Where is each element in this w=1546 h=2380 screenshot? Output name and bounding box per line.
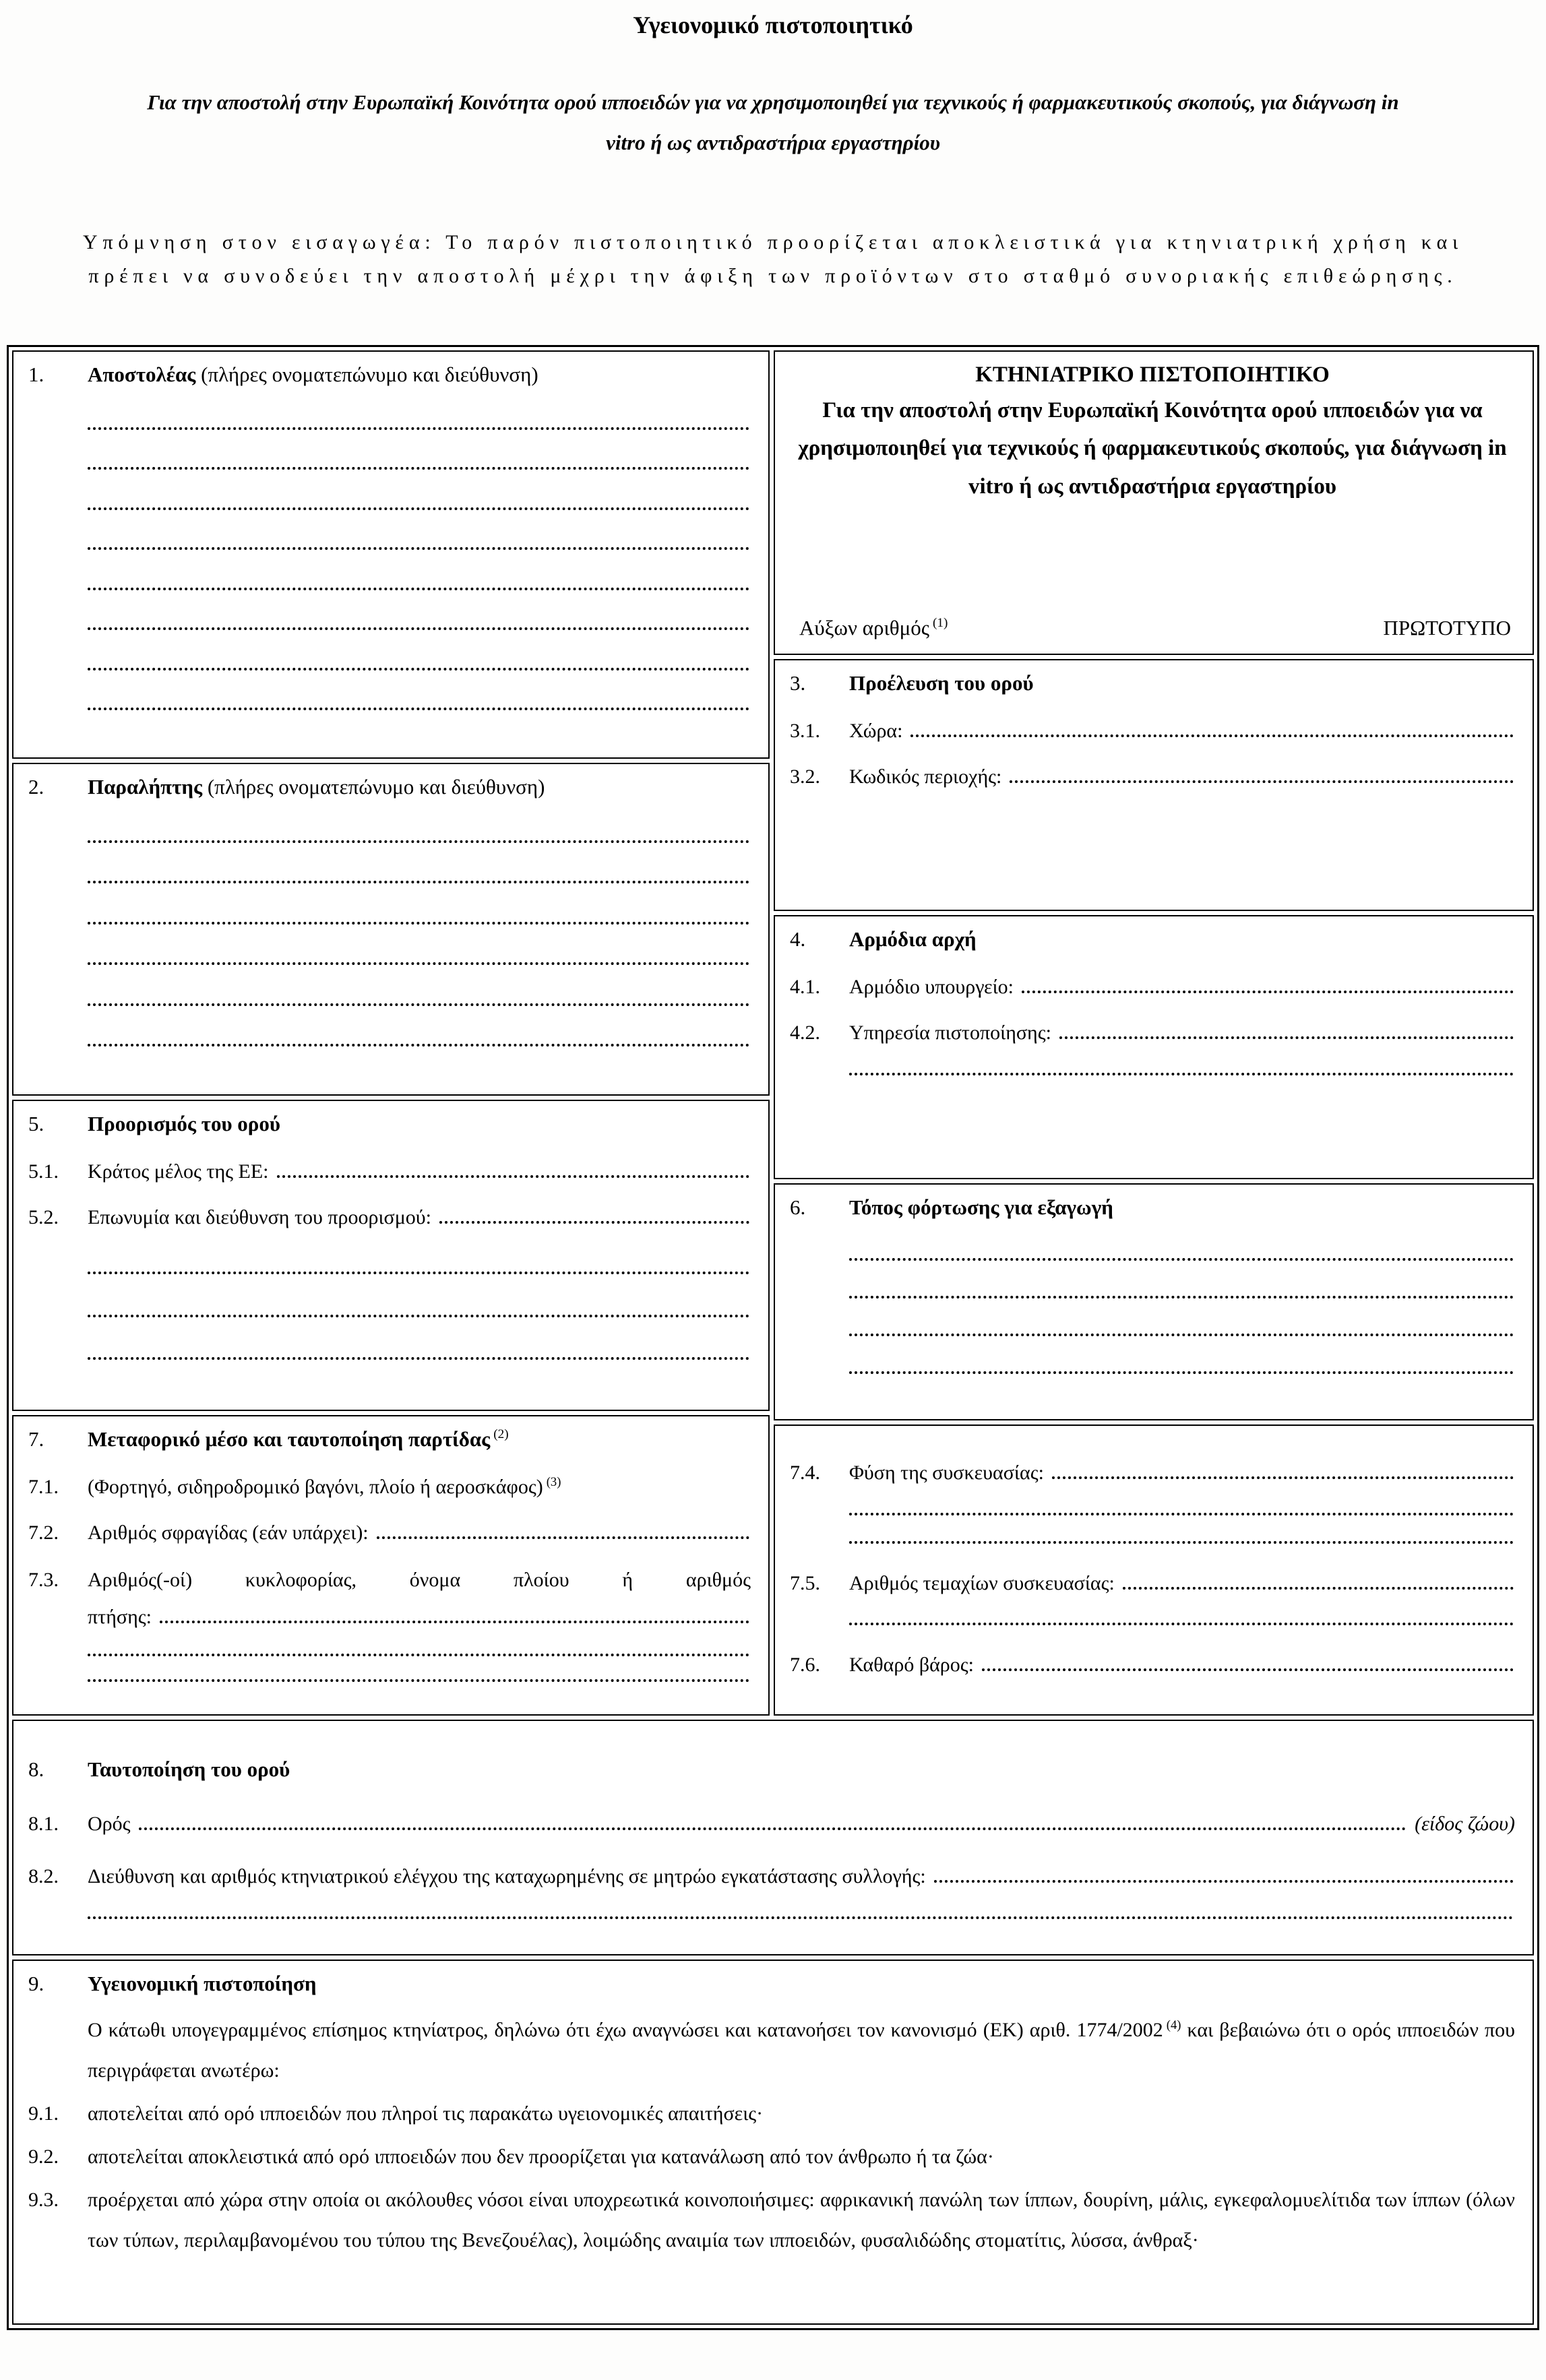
field-7-2-seal-number [28,1520,751,1547]
dotted-fill-line [849,1258,1514,1261]
item-number: 9.3. [28,2188,59,2211]
field-7-1-transport-type [28,1474,751,1501]
document-title: Υγειονομικό πιστοποιητικό [633,11,913,38]
dotted-fill-line [88,1357,749,1360]
attestation-item-9-3 [28,2180,1515,2261]
authority-write-in-line [790,1070,1515,1075]
footnote-ref: (3) [546,1474,561,1489]
section-number: 1. [28,362,44,386]
dotted-leader [439,1218,749,1224]
item-number: 7.1. [28,1475,59,1498]
section-6-loading-place-cell [774,1183,1534,1420]
loading-place-write-in-area [790,1223,1515,1410]
section-number: 4. [790,927,806,951]
dotted-fill-line [88,1315,749,1317]
dotted-fill-line [88,427,749,430]
footnote-ref: (1) [933,616,948,631]
dotted-leader [849,1070,1514,1075]
dotted-fill-line [849,1513,1514,1515]
field-label: Ορός [88,1812,131,1835]
table-left-column [12,350,770,1716]
dotted-fill-line [88,1916,1514,1919]
field-label: Κράτος μέλος της ΕΕ: [88,1160,269,1183]
table-right-column [774,350,1534,1716]
field-label: Φύση της συσκευασίας: [849,1462,1044,1484]
field-label: (Φορτηγό, σιδηροδρομικό βαγόνι, πλοίο ή αεροσκάφος) $^{(3)}$ [88,1474,561,1498]
section-7-heading [28,1424,751,1455]
attestation-text: αποτελείται από ορό ιπποειδών που πληροί τις παρακάτω υγειονομικές απαιτήσεις· [88,2102,764,2125]
section-title-text: Προορισμός του ορού [88,1111,280,1135]
dotted-fill-line [849,1623,1514,1625]
section-title-text: Ταυτοποίηση του ορού [88,1757,290,1781]
item-number: 9.2. [28,2145,59,2168]
field-4-1-ministry [790,974,1515,1001]
field-label: Κωδικός περιοχής: [849,765,1002,788]
dotted-fill-line [88,588,749,590]
field-5-2-name-address [28,1204,751,1232]
certificate-subheading: Για την αποστολή στην Ευρωπαϊκή Κοινότητα ορού ιπποειδών για να χρησιμοποιηθεί για τεχνικούς ή φαρμακευτικούς σκοπούς, για διάγνωση in vitro ή ως αντιδραστήρια εργαστηρίου [798,398,1507,499]
dotted-leader [934,1877,1514,1883]
importer-note: Υπόμνηση στον εισαγωγέα: Το παρόν πιστοποιητικό προορίζεται αποκλειστικά για κτηνιατρική χρήση και πρέπει να συνοδεύει την αποστολή μέχρι την άφιξη των προϊόντων στο σταθμό συνοριακής επιθεώρησης. [83,230,1463,288]
serial-number-label: Αύξων αριθμός $^{(1)}$ [799,615,948,639]
section-number: 7. [28,1427,44,1451]
section-7-packaging-cell [774,1424,1534,1716]
destination-write-in-area [28,1232,751,1400]
item-number: 7.2. [28,1522,59,1544]
field-label: Αριθμός τεμαχίων συσκευασίας: [849,1571,1115,1594]
field-label-two-lines: Αριθμός(-οί) κυκλοφορίας, όνομα πλοίου ή αριθμός πτήσης: [88,1568,751,1628]
dotted-fill-line [88,962,749,965]
item-number: 7.3. [28,1568,59,1591]
section-title-text: Υγειονομική πιστοποίηση [88,1971,317,1995]
section-9-health-attestation-cell [12,1960,1534,2325]
section-5-heading [28,1109,751,1139]
section-number: 8. [28,1757,44,1781]
section-8-heading [28,1755,1515,1785]
dotted-fill-line [88,840,749,843]
section-title-text: Αποστολέας (πλήρες ονοματεπώνυμο και διεύθυνση) [88,362,538,386]
field-label: Χώρα: [849,719,903,742]
dotted-fill-line [849,1371,1514,1374]
dotted-fill-line [88,1654,749,1656]
document-header [0,11,1546,294]
consignee-write-in-area [28,803,751,1085]
dotted-fill-line [88,627,749,630]
field-3-2-region-code [790,763,1515,791]
dotted-leader [1010,778,1514,783]
item-number: 4.2. [790,1022,820,1044]
section-title-text: Τόπος φόρτωσης για εξαγωγή [849,1195,1113,1219]
section-5-destination-cell [12,1100,770,1411]
dotted-fill-line [88,547,749,550]
field-7-3-registration-number [28,1566,751,1631]
item-number: 8.1. [28,1812,59,1835]
section-2-consignee-cell [12,763,770,1096]
item-number: 8.2. [28,1865,59,1888]
dotted-leader [377,1534,749,1539]
certificate-table [7,345,1539,2330]
field-5-1-member-state [28,1158,751,1186]
dotted-fill-line [88,1272,749,1274]
document-subtitle: Για την αποστολή στην Ευρωπαϊκή Κοινότητα ορού ιπποειδών για να χρησιμοποιηθεί για τεχνικούς ή φαρμακευτικούς σκοπούς, για διάγνωση in vitro ή ως αντιδραστήρια εργαστηρίου [147,90,1399,155]
dotted-leader [1052,1474,1514,1479]
field-8-1-serum-species [28,1811,1515,1838]
dotted-fill-line [88,467,749,470]
dotted-fill-line [88,507,749,510]
field-label: Επωνυμία και διεύθυνση του προορισμού: [88,1206,431,1229]
item-number: 7.5. [790,1571,820,1594]
section-title-text: Αρμόδια αρχή [849,927,977,951]
dotted-fill-line [849,1334,1514,1336]
dotted-fill-line [88,881,749,883]
field-label: Υπηρεσία πιστοποίησης: [849,1022,1051,1044]
certificate-header-cell [774,350,1534,655]
item-number: 4.1. [790,975,820,998]
field-8-2-collection-establishment [28,1863,1515,1891]
section-9-heading [28,1969,1515,1999]
section-title-text: Μεταφορικό μέσο και ταυτοποίηση παρτίδας $^{(2)}$ [88,1427,509,1451]
section-number: 5. [28,1111,44,1135]
dotted-leader [1059,1034,1514,1039]
section-6-heading [790,1193,1515,1223]
section-2-heading [28,772,751,803]
dotted-leader [1022,988,1514,993]
transport-write-in-area [28,1631,751,1705]
item-number: 3.1. [790,719,820,742]
dotted-leader [1123,1584,1514,1590]
item-number: 7.6. [790,1653,820,1676]
section-number: 2. [28,774,44,798]
item-number: 5.2. [28,1206,59,1229]
dotted-fill-line [849,1296,1514,1298]
section-4-authority-cell [774,915,1534,1179]
certificate-heading: ΚΤΗΝΙΑΤΡΙΚΟ ΠΙΣΤΟΠΟΙΗΤΙΚΟ [975,362,1330,387]
dotted-fill-line [88,922,749,925]
item-number: 7.4. [790,1462,820,1484]
footnote-ref: (4) [1166,2017,1181,2032]
dotted-fill-line [88,1679,749,1682]
section-title-text: Παραλήπτης (πλήρες ονοματεπώνυμο και διεύθυνση) [88,774,545,798]
section-7-transport-cell [12,1415,770,1716]
section-3-heading [790,668,1515,699]
section-number: 9. [28,1971,44,1995]
sender-write-in-area [28,390,751,748]
section-8-identification-cell [12,1720,1534,1955]
section-3-origin-cell [774,659,1534,911]
attestation-intro: Ο κάτωθι υπογεγραμμένος επίσημος κτηνίατρος, δηλώνω ότι έχω αναγνώσει και κατανοήσει τον κανονισμό (ΕΚ) αριθ. 1774/2002 $^{(4)}$ και βεβαιώνω ότι ο ορός ιπποειδών που περιγράφεται ανωτέρω: [88,2017,1515,2081]
field-4-2-certifying-service [790,1020,1515,1047]
field-label: Αριθμός σφραγίδας (εάν υπάρχει): [88,1522,369,1544]
original-label: ΠΡΩΤΟΤΥΠΟ [1383,615,1511,639]
dotted-fill-line [88,1003,749,1006]
dotted-fill-line [88,668,749,670]
dotted-leader [910,732,1514,737]
field-7-6-net-weight [790,1652,1515,1679]
field-7-5-number-of-packages [790,1570,1515,1598]
field-label: Αρμόδιο υπουργείο: [849,975,1014,998]
attestation-item-9-1 [28,2094,1515,2134]
field-7-4-nature-of-packaging [790,1460,1515,1487]
section-number: 6. [790,1195,806,1219]
dotted-leader [139,1825,1407,1830]
field-label: Διεύθυνση και αριθμός κτηνιατρικού ελέγχου της καταχωρημένης σε μητρώο εγκατάστασης συλλογής: [88,1865,926,1888]
section-4-heading [790,925,1515,955]
dotted-leader [277,1172,749,1178]
serial-row [790,616,1515,644]
dotted-fill-line [88,708,749,710]
dotted-fill-line [88,1044,749,1046]
footnote-ref: (2) [493,1427,509,1442]
certificate-table-upper [12,350,1534,1716]
section-1-sender-cell [12,350,770,759]
attestation-item-9-2 [28,2137,1515,2177]
dotted-leader [982,1666,1514,1671]
section-number: 3. [790,670,806,695]
dotted-leader [160,1618,749,1623]
item-number: 5.1. [28,1160,59,1183]
section-1-heading [28,360,751,390]
field-3-1-country [790,718,1515,745]
attestation-text: προέρχεται από χώρα στην οποία οι ακόλουθες νόσοι είναι υποχρεωτικά κοινοποιήσιμες: αφρικανική πανώλη των ίππων, δουρίνη, μάλις, εγκεφαλομυελίτιδα των ίππων (όλων των τύπων, περιλαμβανομένου του τύπου της Βενεζουέλας), λοιμώδης αναιμία των ιπποειδών, φυσαλιδώδης στοματίτις, λύσσα, άνθραξ· [88,2188,1515,2251]
scanned-health-certificate-page [0,11,1546,2380]
item-number: 9.1. [28,2102,59,2125]
field-suffix: (είδος ζώου) [1415,1812,1515,1835]
section-title-text: Προέλευση του ορού [849,670,1034,695]
dotted-fill-line [849,1541,1514,1544]
item-number: 3.2. [790,765,820,788]
attestation-text: αποτελείται αποκλειστικά από ορό ιπποειδών που δεν προορίζεται για κατανάλωση από τον άνθρωπο ή τα ζώα· [88,2145,994,2168]
spacer [790,506,1515,616]
field-label: Καθαρό βάρος: [849,1653,974,1676]
